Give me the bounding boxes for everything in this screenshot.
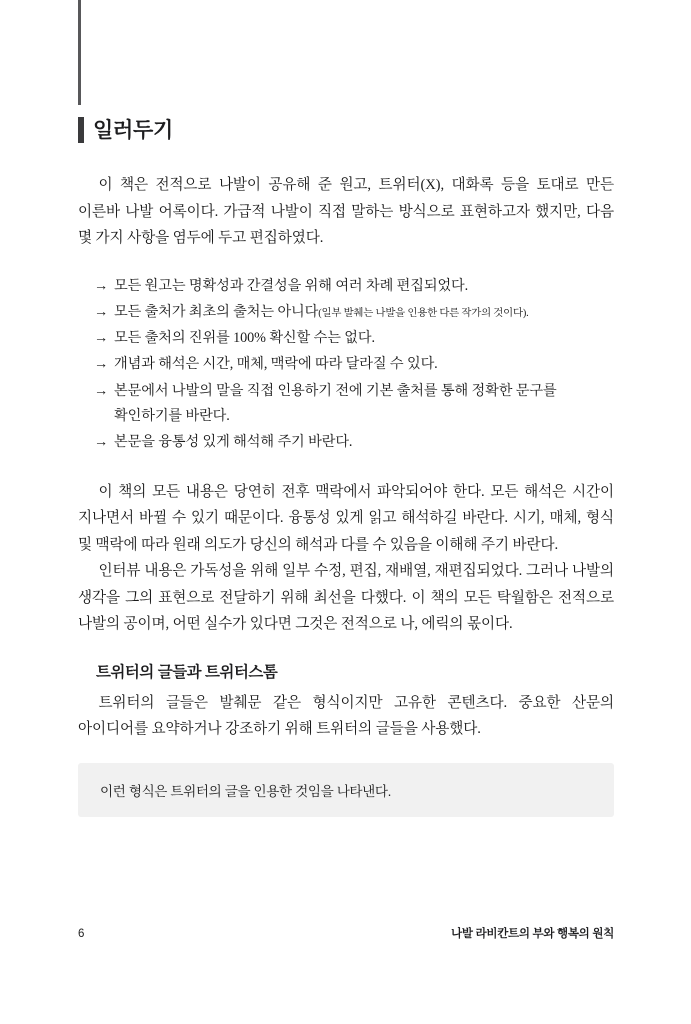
arrow-icon: →	[94, 330, 109, 347]
list-item	[94, 430, 614, 455]
spacer	[78, 457, 614, 479]
spacer	[78, 682, 614, 690]
list-item-text: 개념과 해석은 시간, 매체, 맥락에 따라 달라질 수 있다.	[114, 356, 438, 373]
arrow-icon: →	[94, 303, 109, 320]
arrow-icon: →	[94, 277, 109, 294]
paragraph-intro: 이 책은 전적으로 나발이 공유해 준 원고, 트위터(X), 대화록 등을 토대로 만든 이른바 나발 어록이다. 가급적 나발이 직접 말하는 방식으로 표현하고자 했지만, 다음 몇 가지 사항을 염두에 두고 편집하였다.	[78, 177, 614, 247]
list-item-text: 모든 출처가 최초의 출처는 아니다	[114, 303, 319, 320]
arrow-icon: →	[94, 356, 109, 373]
page-number: 6	[78, 928, 85, 940]
arrow-icon: →	[94, 434, 109, 451]
list-item	[94, 326, 614, 351]
list-item	[94, 352, 614, 377]
list-item-text: 모든 출처의 진위를 100% 확신할 수는 없다.	[114, 330, 375, 347]
body-content	[78, 172, 614, 817]
section-subheading: 트위터의 글들과 트위터스톰	[96, 663, 278, 681]
list-item-text: 모든 원고는 명확성과 간결성을 위해 여러 차례 편집되었다.	[114, 277, 469, 294]
paragraph-twitter: 트위터의 글들은 발췌문 같은 형식이지만 고유한 콘텐츠다. 중요한 산문의 아이디어를 요약하거나 강조하기 위해 트위터의 글들을 사용했다.	[78, 694, 614, 738]
list-item	[94, 274, 614, 299]
paragraph-interview: 인터뷰 내용은 가독성을 위해 일부 수정, 편집, 재배열, 재편집되었다. 그러나 나발의 생각을 그의 표현으로 전달하기 위해 최선을 다했다. 이 책의 모든 탁월함은 전적으로 나발의 공이며, 어떤 실수가 있다면 그것은 전적으로 나, 에릭의 몫이다.	[78, 563, 614, 633]
list-item-note: (일부 발췌는 나발을 인용한 다른 작가의 것이다).	[318, 307, 529, 319]
chapter-heading	[78, 117, 173, 143]
running-title: 나발 라비칸트의 부와 행복의 원칙	[451, 928, 614, 940]
paragraph-context: 이 책의 모든 내용은 당연히 전후 맥락에서 파악되어야 한다. 모든 해석은 시간이 지나면서 바뀔 수 있기 때문이다. 융통성 있게 읽고 해석하길 바란다. 시기, 매체, 형식 및 맥락에 따라 원래 의도가 당신의 해석과 다를 수 있음을 이해해 주기 바란다.	[78, 483, 614, 553]
list-item-text: 본문을 융통성 있게 해석해 주기 바란다.	[114, 434, 353, 451]
list-item-text: 본문에서 나발의 말을 직접 인용하기 전에 기본 출처를 통해 정확한 문구를 확인하기를 바란다.	[114, 382, 557, 425]
editorial-notes-list	[78, 274, 614, 456]
page-footer	[78, 925, 614, 941]
page-title: 일러두기	[93, 118, 173, 142]
heading-accent-bar	[78, 117, 84, 143]
arrow-icon: →	[94, 382, 109, 399]
top-vertical-rule	[78, 0, 81, 105]
quote-callout: 이런 형식은 트위터의 글을 인용한 것임을 나타낸다.	[78, 763, 614, 817]
list-item	[94, 379, 614, 430]
spacer	[78, 252, 614, 274]
spacer	[78, 638, 614, 660]
list-item	[94, 300, 614, 325]
